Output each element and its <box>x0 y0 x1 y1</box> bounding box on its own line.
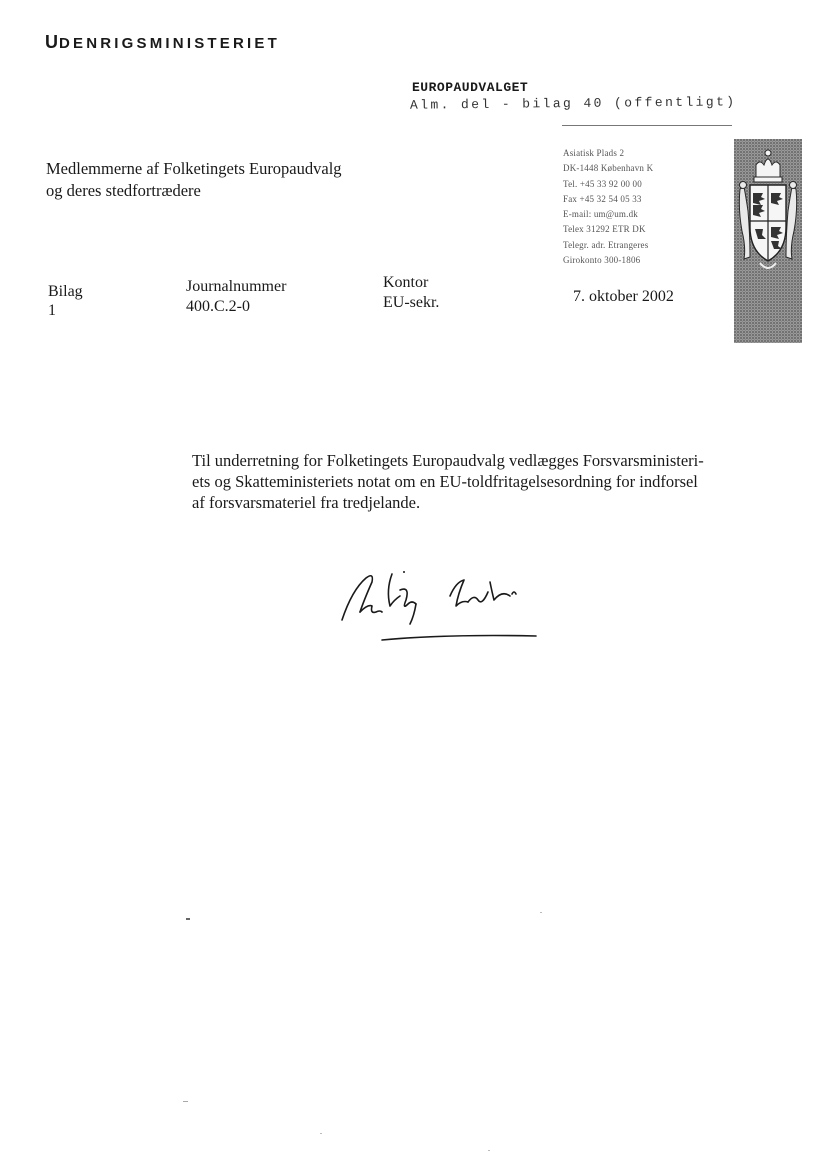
scan-speck <box>183 1101 188 1102</box>
signature-icon <box>338 560 548 655</box>
recipient-block <box>46 158 342 202</box>
sender-address <box>563 146 653 268</box>
letter-date: 7. oktober 2002 <box>573 288 674 305</box>
letter-body <box>192 450 752 513</box>
ministry-letterhead <box>45 32 280 53</box>
body-line-3: af forsvarsmateriel fra tredjelande. <box>192 493 421 512</box>
stamp-title: EUROPAUDVALGET <box>412 80 529 95</box>
scan-speck <box>488 1150 490 1151</box>
recipient-line-2: og deres stedfortrædere <box>46 181 201 200</box>
address-line: Telegr. adr. Etrangeres <box>563 239 649 250</box>
ministry-initial: U <box>45 32 59 52</box>
body-line-2: ets og Skatteministeriets notat om en EU-toldfritagelsesordning for indforsel <box>192 472 698 491</box>
office-label: Kontor <box>383 274 429 291</box>
recipient-line-1: Medlemmerne af Folketingets Europaudvalg <box>46 159 342 178</box>
scan-speck <box>540 912 542 913</box>
address-line: Telex 31292 ETR DK <box>563 224 646 235</box>
journal-number-value: 400.C.2-0 <box>186 298 250 315</box>
office-value: EU-sekr. <box>383 294 440 311</box>
bilag-value: 1 <box>48 302 56 319</box>
address-line: Asiatisk Plads 2 <box>563 148 625 158</box>
crest-icon <box>734 139 802 343</box>
address-line: Girokonto 300-1806 <box>563 255 641 266</box>
address-line: DK-1448 København K <box>563 163 654 174</box>
journal-number-label: Journalnummer <box>186 278 287 295</box>
scan-speck <box>320 1133 322 1134</box>
bilag-label: Bilag <box>48 283 83 300</box>
stamp-underline <box>562 125 732 126</box>
scan-speck <box>186 918 190 920</box>
ministry-name: DENRIGSMINISTERIET <box>59 35 280 52</box>
address-line: Fax +45 32 54 05 33 <box>563 193 642 204</box>
address-line: Tel. +45 33 92 00 00 <box>563 178 642 189</box>
body-line-1: Til underretning for Folketingets Europaudvalg vedlægges Forsvarsministeri- <box>192 451 704 470</box>
address-line: E-mail: um@um.dk <box>563 209 638 220</box>
stamp-subtitle: Alm. del - bilag 40 (offentligt) <box>409 94 737 113</box>
